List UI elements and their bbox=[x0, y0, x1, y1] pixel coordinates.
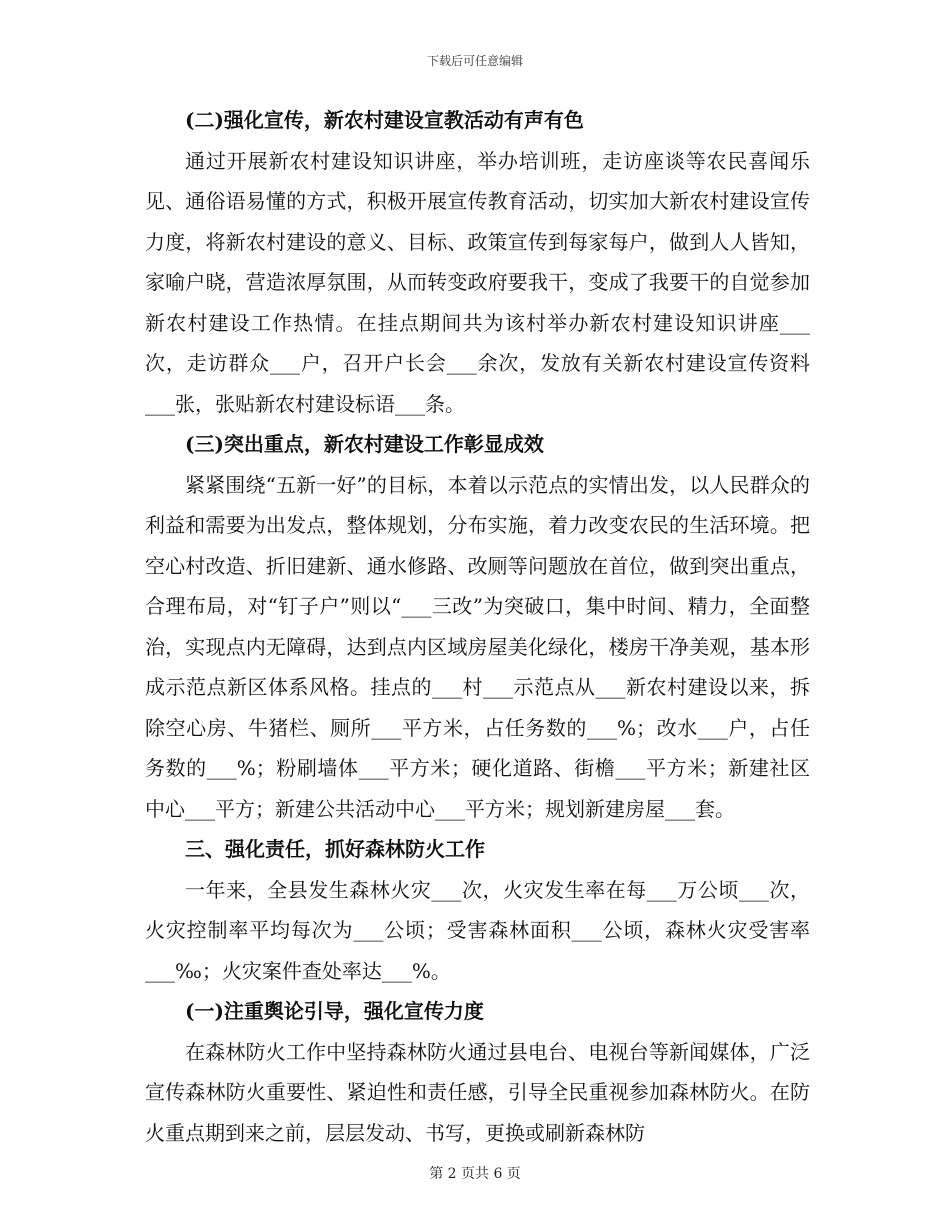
section-heading: 三、强化责任，抓好森林防火工作 bbox=[185, 837, 485, 861]
body-paragraph: 一年来，全县发生森林火灾___次，火灾发生率在每___万公顷___次，火灾控制率平均每次为___公顷；受害森林面积___公顷，森林火灾受害率___‰；火灾案件查处率达___%。 bbox=[145, 877, 810, 983]
section-heading: (一)注重舆论引导，强化宣传力度 bbox=[185, 999, 484, 1023]
page-header: 下载后可任意编辑 bbox=[426, 54, 523, 68]
section-heading: (三)突出重点，新农村建设工作彰显成效 bbox=[185, 432, 544, 456]
document-body bbox=[145, 100, 810, 1153]
section-heading: (二)强化宣传，新农村建设宣教活动有声有色 bbox=[185, 108, 584, 132]
page-number: 第 2 页共 6 页 bbox=[429, 1166, 521, 1182]
body-paragraph: 通过开展新农村建设知识讲座，举办培训班，走访座谈等农民喜闻乐见、通俗语易懂的方式，积极开展宣传教育活动，切实加大新农村建设宣传力度，将新农村建设的意义、目标、政策宣传到每家每户，做到人人皆知，家喻户晓，营造浓厚氛围，从而转变政府要我干，变成了我要干的自觉参加新农村建设工作热情。在挂点期间共为该村举办新农村建设知识讲座___次，走访群众___户，召开户长会___余次，发放有关新农村建设宣传资料___张，张贴新农村建设标语___条。 bbox=[145, 148, 810, 416]
body-paragraph: 紧紧围绕“五新一好”的目标，本着以示范点的实情出发，以人民群众的利益和需要为出发点，整体规划，分布实施，着力改变农民的生活环境。把空心村改造、折旧建新、通水修路、改厕等问题放在首位，做到突出重点，合理布局，对“钉子户”则以“___三改”为突破口，集中时间、精力，全面整治，实现点内无障碍，达到点内区域房屋美化绿化，楼房干净美观，基本形成示范点新区体系风格。挂点的___村___示范点从___新农村建设以来，拆除空心房、牛猪栏、厕所___平方米，占任务数的___%；改水___户，占任务数的___%；粉刷墙体___平方米；硬化道路、街檐___平方米；新建社区中心___平方；新建公共活动中心___平方米；规划新建房屋___套。 bbox=[145, 472, 810, 821]
body-paragraph: 在森林防火工作中坚持森林防火通过县电台、电视台等新闻媒体，广泛宣传森林防火重要性、紧迫性和责任感，引导全民重视参加森林防火。在防火重点期到来之前，层层发动、书写，更换或刷新森林防 bbox=[145, 1039, 810, 1145]
